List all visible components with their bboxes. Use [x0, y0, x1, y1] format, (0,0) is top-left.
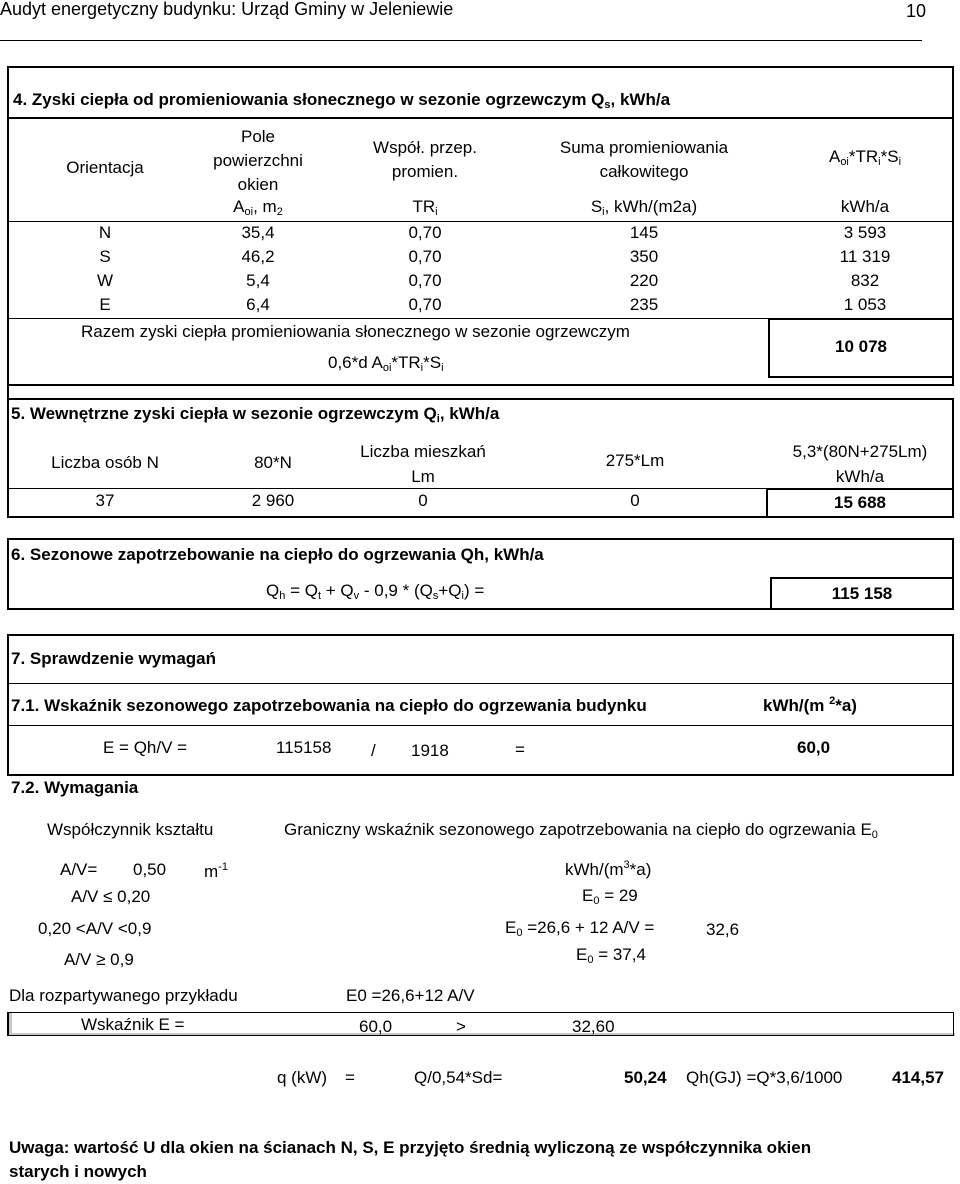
note-line-2: starych i nowych [9, 1162, 147, 1181]
row-tr: 0,70 [408, 223, 442, 242]
unit-area: $A_{oi}$, $m_2$ [233, 197, 283, 218]
row-result: 3 593 [843, 223, 887, 242]
heat-demand-value: 115 158 [831, 584, 893, 603]
e-heat-value: 115158 [276, 738, 332, 757]
row-area: 46,2 [241, 247, 275, 266]
range-2-label: 0,20 <A/V <0,9 [38, 919, 152, 938]
section-4-title: 4. Zyski ciepła od promieniowania słonecznego w sezonie ogrzewczym $Q_s$, kWh/a [13, 90, 671, 111]
av-unit: $m^{-1}$ [204, 861, 228, 881]
row-result: 832 [850, 271, 880, 290]
people-header: Liczba osób N [51, 453, 159, 472]
internal-gains-header: 5,3*(80N+275Lm) kWh/a [792, 442, 928, 486]
e-value: 60,0 [797, 738, 831, 757]
section-6-title: 6. Sezonowe zapotrzebowanie na ciepło do ogrzewania Qh, kWh/a [11, 545, 544, 564]
row-tr: 0,70 [408, 271, 442, 290]
section-5-title: 5. Wewnętrzne zyski ciepła w sezonie ogrzewczym $Q_i$, kWh/a [11, 404, 500, 425]
range-2-limit: $E_0 =26,6 + 12$ A/V = [505, 918, 655, 939]
gj-label: Qh(GJ) =Q*3,6/1000 [686, 1068, 843, 1087]
power-value: 50,24 [624, 1068, 667, 1087]
e-volume: 1918 [411, 741, 449, 760]
unit-result: kWh/a [840, 197, 890, 216]
unit-tr: $TR_i$ [412, 197, 438, 218]
header-rule [0, 40, 922, 41]
example-label: Dla rozpartywanego przykładu [9, 986, 238, 1005]
total-formula: 0,6*d $A_{oi}*TR_i*S_i$ [328, 353, 444, 374]
total-label: Razem zyski ciepła promieniowania słonecznego w sezonie ogrzewczym [81, 322, 630, 341]
power-formula: Q/0,54*Sd= [414, 1068, 503, 1087]
row-sum: 235 [629, 295, 659, 314]
row-area: 6,4 [246, 295, 270, 314]
limit-unit: kWh/$(m^3*a)$ [565, 859, 652, 879]
range-1-label: A/V ≤ 0,20 [71, 887, 151, 906]
flats-header: Liczba mieszkań Lm [360, 442, 486, 486]
flats-formula-header: 275*Lm [605, 451, 665, 470]
range-2-value: 32,6 [706, 920, 740, 939]
av-label: A/V= [60, 860, 98, 879]
col-tr: Współ. przep. promien. [373, 138, 477, 181]
unit-sum: $S_i$, kWh/(m2a) [590, 197, 698, 218]
total-value: 10 078 [835, 337, 887, 356]
flats-value: 0 [418, 491, 428, 510]
power-equals: = [345, 1068, 355, 1087]
people-formula-value: 2 960 [251, 491, 295, 510]
row-area: 35,4 [241, 223, 275, 242]
heat-demand-formula: $Q_h = Q_t + Q_v - 0,9 * (Q_s+Q_i)$ = [266, 581, 485, 602]
gj-value: 414,57 [892, 1068, 944, 1087]
row-orientation: S [99, 247, 111, 266]
flats-formula-value: 0 [630, 491, 640, 510]
e-formula-label: E = Qh/V = [103, 738, 188, 757]
internal-gains-value: 15 688 [834, 493, 886, 512]
row-orientation: E [99, 295, 111, 314]
range-1-limit: $E_0 = 29$ [582, 886, 638, 907]
col-area: Pole powierzchni okien [213, 127, 303, 194]
row-tr: 0,70 [408, 295, 442, 314]
e-equals: = [515, 740, 525, 759]
row-area: 5,4 [246, 271, 270, 290]
section-7-title: 7. Sprawdzenie wymagań [11, 649, 217, 668]
requirements-heading: 7.2. Wymagania [11, 778, 139, 797]
power-label: q (kW) [277, 1068, 328, 1087]
range-3-limit: $E_0 = 37,4$ [576, 945, 646, 966]
indicator-result-label: Wskaźnik E = [81, 1015, 185, 1034]
shape-factor-header: Współczynnik kształtu [47, 820, 214, 839]
limit-indicator-header: Graniczny wskaźnik sezonowego zapotrzebowania na ciepło do ogrzewania $E_0$ [284, 820, 878, 841]
col-orientation: Orientacja [66, 158, 144, 177]
row-sum: 220 [629, 271, 659, 290]
col-sum: Suma promieniowania całkowitego [559, 138, 729, 181]
row-sum: 145 [629, 223, 659, 242]
example-formula: E0 =26,6+12 A/V [346, 986, 475, 1005]
row-tr: 0,70 [408, 247, 442, 266]
page-number: 10 [906, 1, 927, 21]
indicator-result-gt: > [456, 1017, 466, 1036]
indicator-heading: 7.1. Wskaźnik sezonowego zapotrzebowania na ciepło do ogrzewania budynku [11, 696, 647, 715]
indicator-result-value: 60,0 [359, 1017, 393, 1036]
col-result: $A_{oi}*TR_i*S_i$ [828, 147, 902, 168]
av-value: 0,50 [133, 860, 167, 879]
e-divide: / [371, 741, 376, 760]
indicator-result-limit: 32,60 [572, 1017, 615, 1036]
row-sum: 350 [629, 247, 659, 266]
people-formula-header: 80*N [254, 453, 292, 472]
people-value: 37 [95, 491, 115, 510]
indicator-unit: kWh/(m $^2$*a) [763, 695, 857, 715]
range-3-label: A/V ≥ 0,9 [64, 950, 134, 969]
row-result: 11 319 [839, 247, 891, 266]
doc-header-title: Audyt energetyczny budynku: Urząd Gminy w Jeleniewie [0, 0, 454, 19]
note-line-1: Uwaga: wartość U dla okien na ścianach N, S, E przyjęto średnią wyliczoną ze współczynnika okien [9, 1138, 812, 1157]
row-orientation: N [98, 223, 112, 242]
row-orientation: W [96, 271, 114, 290]
row-result: 1 053 [843, 295, 887, 314]
